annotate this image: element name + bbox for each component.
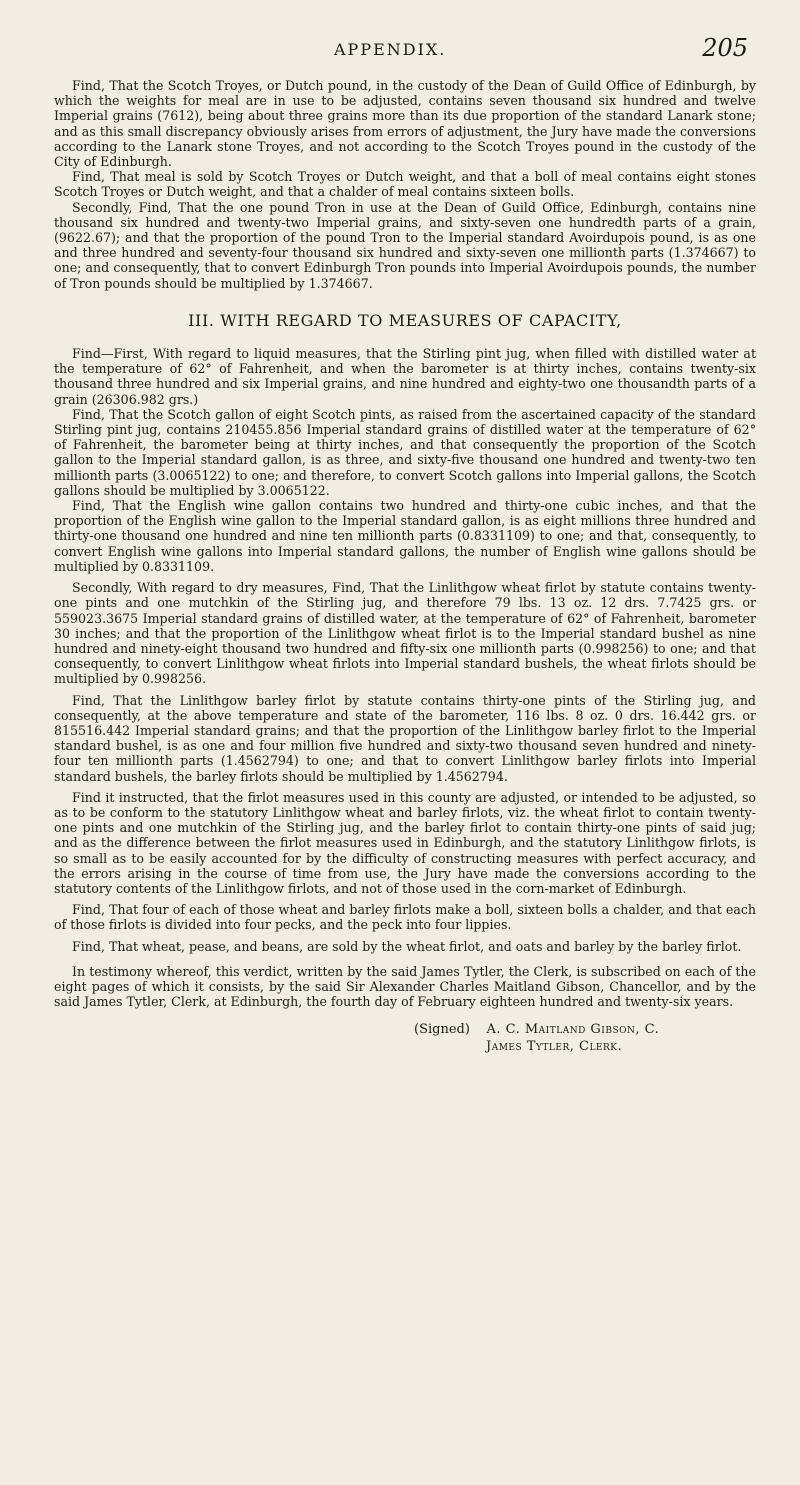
signature-block (54, 1021, 756, 1055)
running-head (54, 0, 756, 78)
signed-label-line (414, 1021, 756, 1038)
paragraph: Find, That the Linlithgow barley firlot by statute contains thirty-one pints of the Stirling jug, and consequently, at the above temperature and state of the barometer, 116 lbs. 8 oz. 0 drs. 16.442 grs. or 815516.442 Imperial standard grains; and that the proportion of the Linlithgow barley firlot to the Imperial standard bushel, is as one and four million five hundred and sixty-two thousand seven hundred and ninety-four ten millionth parts (1.4562794) to one; and that to convert Linlithgow barley firlots into Imperial standard bushels, the barley firlots should be multiplied by 1.4562794. (54, 692, 756, 784)
paragraph: Find, That the Scotch Troyes, or Dutch pound, in the custody of the Dean of Guild Office of Edinburgh, by which the weights for meal are in use to be adjusted, contains seven thousand six hundred and twelve Imperial grains (7612), being about three grains more than its due proportion of the standard Lanark stone; and as this small discrepancy obviously arises from errors of adjustment, the Jury have made the conversions according to the Lanark stone Troyes, and not according to the Scotch Troyes pound in the custody of the City of Edinburgh. (54, 78, 756, 170)
paragraph: Find, That meal is sold by Scotch Troyes or Dutch weight, and that a boll of meal contains eight stones Scotch Troyes or Dutch weight, and that a chalder of meal contains sixteen bolls. (54, 169, 756, 200)
paragraph: Find, That the Scotch gallon of eight Scotch pints, as raised from the ascertained capacity of the standard Stirling pint jug, contains 210455.856 Imperial standard grains of distilled water at the temperature of 62° of Fahrenheit, the barometer being at thirty inches, and that consequently the proportion of the Scotch gallon to the Imperial standard gallon, is as three, and sixty-five thousand one hundred and twenty-two ten millionth parts (3.0065122) to one; and therefore, to convert Scotch gallons into Imperial gallons, the Scotch gallons should be multiplied by 3.0065122. (54, 406, 756, 498)
page-number: 205 (702, 34, 748, 62)
paragraph: In testimony whereof, this verdict, written by the said James Tytler, the Clerk, is subscribed on each of the eight pages of which it consists, by the said Sir Alexander Charles Maitland Gibson, Chancellor, and by the said James Tytler, Clerk, at Edinburgh, the fourth day of February eighteen hundred and twenty-six years. (54, 963, 756, 1010)
paragraph: Find, That wheat, pease, and beans, are sold by the wheat firlot, and oats and barley by the barley firlot. (72, 938, 742, 954)
paragraph: Secondly, Find, That the one pound Tron in use at the Dean of Guild Office, Edinburgh, contains nine thousand six hundred and twenty-two Imperial grains, and sixty-seven one hundredth parts of a grain, (9622.67); and that the proportion of the pound Tron to the Imperial standard Avoirdupois pound, is as one and three hundred and seventy-four thousand six hundred and sixty-seven one millionth parts (1.374667) to one; and consequently, that to convert Edinburgh Tron pounds into Imperial Avoirdupois pounds, the number of Tron pounds should be multiplied by 1.374667. (54, 199, 756, 291)
paragraph: Secondly, With regard to dry measures, Find, That the Linlithgow wheat firlot by statute contains twenty-one pints and one mutchkin of the Stirling jug, and therefore 79 lbs. 13 oz. 12 drs. 7.7425 grs. or 559023.3675 Imperial standard grains of distilled water, at the temperature of 62° of Fahrenheit, barometer 30 inches; and that the proportion of the Linlithgow wheat firlot is to the Imperial standard bushel as nine hundred and ninety-eight thousand two hundred and fifty-six one millionth parts (0.998256) to one; and that consequently, to convert Linlithgow wheat firlots into Imperial standard bushels, the wheat firlots should be multiplied by 0.998256. (54, 580, 756, 687)
paragraph: Find, That the English wine gallon contains two hundred and thirty-one cubic inches, and that the proportion of the English wine gallon to the Imperial standard gallon, is as eight millions three hundred and thirty-one thousand one hundred and nine ten millionth parts (0.8331109) to one; and that, consequently, to convert English wine gallons into Imperial standard gallons, the number of English wine gallons should be multiplied by 0.8331109. (54, 498, 756, 574)
paragraph: Find, That four of each of those wheat and barley firlots make a boll, sixteen bolls a chalder, and that each of those firlots is divided into four pecks, and the peck into four lippies. (54, 902, 756, 933)
signed-label: (Signed) (414, 1022, 470, 1038)
section-heading: III. WITH REGARD TO MEASURES OF CAPACITY, (188, 310, 622, 330)
signatory-clerk: James Tytler, Clerk. (486, 1039, 623, 1055)
signatory-chancellor: A. C. Maitland Gibson, C. (486, 1022, 660, 1038)
paragraph: Find—First, With regard to liquid measures, that the Stirling pint jug, when filled with distilled water at the temperature of 62° of Fahrenheit, and when the barometer is at thirty inches, contains twenty-six thousand three hundred and six Imperial grains, and nine hundred and eighty-two one thousandth parts of a grain (26306.982 grs.) (54, 346, 756, 407)
paragraph: Find it instructed, that the firlot measures used in this county are adjusted, or intended to be adjusted, so as to be conform to the statutory Linlithgow wheat and barley firlots, viz. the wheat firlot to contain twenty-one pints and one mutchkin of the Stirling jug, and the barley firlot to contain thirty-one pints of said jug; and as the difference between the firlot measures used in Edinburgh, and the statutory Linlithgow firlots, is so small as to be easily accounted for by the difficulty of constructing measures with perfect accuracy, and the errors arising in the course of time from use, the Jury have made the conversions according to the statutory contents of the Linlithgow firlots, and not of those used in the corn-market of Edinburgh. (54, 789, 756, 896)
running-head-title: APPENDIX. (334, 40, 447, 59)
